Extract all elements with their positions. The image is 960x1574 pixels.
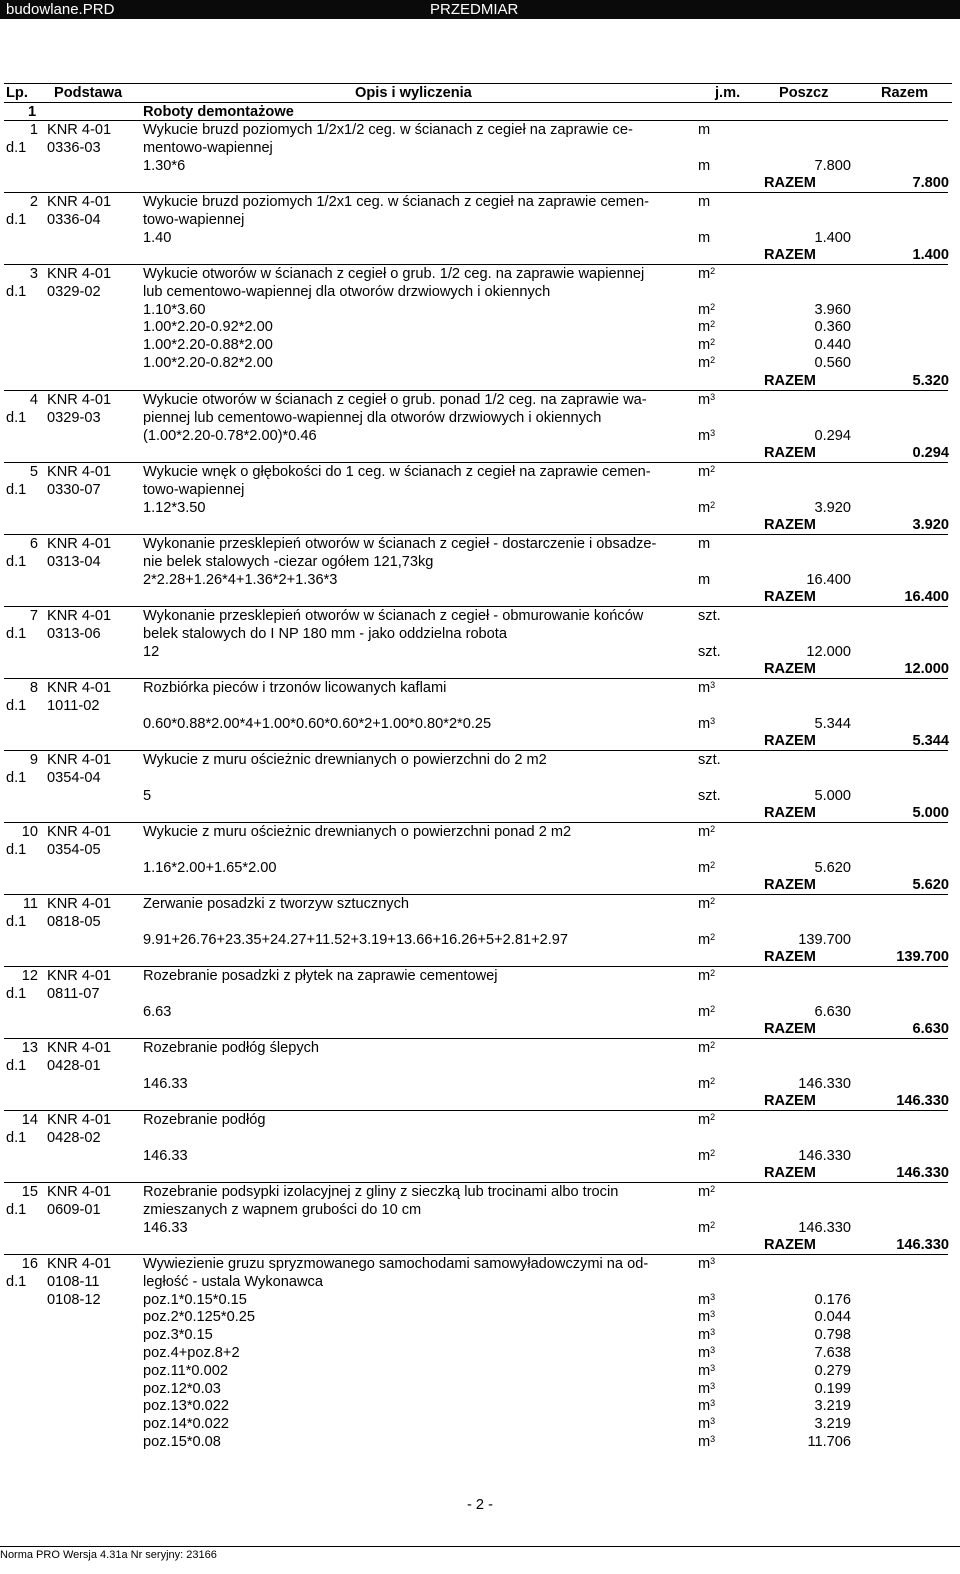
item-base: KNR 4-01	[47, 194, 112, 210]
calc-value: 3.960	[814, 301, 851, 318]
item-separator	[4, 1182, 948, 1183]
item-unit: $m^2$	[698, 1184, 716, 1200]
calc-value: 0.279	[814, 1362, 851, 1379]
col-podstawa: Podstawa	[54, 85, 123, 101]
calc-expression: 146.33	[143, 1075, 188, 1092]
calc-value: 0.199	[814, 1380, 851, 1397]
col-lp: Lp.	[6, 85, 28, 101]
razem-label: RAZEM	[764, 175, 816, 192]
item-unit: $m^3$	[698, 392, 716, 408]
item-base: KNR 4-01	[47, 122, 112, 138]
calc-value: 1.400	[814, 229, 851, 246]
razem-label: RAZEM	[764, 517, 816, 534]
item-unit: $m^3$	[698, 1256, 716, 1272]
calc-expression: 5	[143, 787, 152, 804]
item-d: d.1	[6, 1201, 27, 1218]
calc-value: 0.294	[814, 427, 851, 444]
item-unit: m	[698, 536, 711, 552]
item-description: Wykonanie przesklepień otworów w ścianach z cegieł - dostarczenie i obsadze-	[143, 536, 657, 552]
item-base: 0354-04	[47, 769, 101, 786]
item-separator	[4, 822, 948, 823]
item-unit: szt.	[698, 752, 721, 768]
razem-value: 0.294	[912, 445, 949, 462]
calc-value: 11.706	[807, 1434, 851, 1450]
item-description: belek stalowych do I NP 180 mm - jako oddzielna robota	[143, 625, 507, 642]
calc-expression: 6.63	[143, 1003, 172, 1020]
razem-value: 7.800	[912, 175, 949, 192]
razem-label: RAZEM	[764, 1093, 816, 1110]
calc-expression: 1.00*2.20-0.88*2.00	[143, 337, 273, 354]
calc-value: 139.700	[798, 931, 851, 948]
item-unit: m	[698, 122, 711, 138]
calc-expression: poz.12*0.03	[143, 1380, 221, 1397]
razem-label: RAZEM	[764, 949, 816, 966]
item-d: d.1	[6, 1057, 27, 1074]
razem-value: 5.320	[912, 372, 949, 389]
item-d: d.1	[6, 481, 27, 498]
razem-label: RAZEM	[764, 733, 816, 750]
calc-expression: poz.4+poz.8+2	[143, 1345, 240, 1361]
item-description: mentowo-wapiennej	[143, 139, 273, 156]
calc-value: 3.219	[814, 1398, 851, 1415]
item-base: 0108-12	[47, 1291, 101, 1308]
item-base: 0336-04	[47, 211, 101, 228]
col-poszcz: Poszcz	[779, 85, 829, 101]
col-razem: Razem	[881, 85, 929, 101]
item-description: zmieszanych z wapnem grubości do 10 cm	[143, 1201, 422, 1218]
item-number: 10	[21, 824, 38, 840]
item-number: 13	[21, 1040, 38, 1056]
item-separator	[4, 678, 948, 679]
item-separator	[4, 192, 948, 193]
item-number: 16	[21, 1256, 38, 1272]
item-base: 0329-03	[47, 409, 101, 426]
table-header	[6, 84, 950, 103]
item-description: lub cementowo-wapiennej dla otworów drzwiowych i okiennych	[143, 283, 551, 300]
item-separator	[4, 120, 948, 121]
razem-value: 16.400	[904, 589, 949, 606]
calc-expression: 2*2.28+1.26*4+1.36*2+1.36*3	[143, 571, 338, 588]
calc-value: 7.638	[814, 1345, 851, 1361]
calc-value: 0.360	[814, 319, 851, 336]
item-base: KNR 4-01	[47, 968, 112, 984]
calc-unit: m	[698, 157, 711, 174]
item-description: Wykucie z muru ościeżnic drewnianych o powierzchni ponad 2 m2	[143, 824, 572, 840]
item-description: Rozebranie podłóg	[143, 1112, 266, 1128]
item-number: 12	[21, 968, 38, 984]
calc-value: 5.000	[814, 787, 851, 804]
item-description: Rozebranie podsypki izolacyjnej z gliny z sieczką lub trocinami albo trocin	[143, 1184, 619, 1200]
item-base: KNR 4-01	[47, 464, 112, 480]
razem-value: 5.000	[912, 805, 949, 822]
razem-label: RAZEM	[764, 877, 816, 894]
razem-label: RAZEM	[764, 661, 816, 678]
item-base: 0329-02	[47, 283, 101, 300]
calc-unit: $m^3$	[698, 1291, 716, 1308]
razem-value: 5.620	[912, 877, 949, 894]
item-d: d.1	[6, 985, 27, 1002]
item-unit: $m^3$	[698, 680, 716, 696]
item-base: KNR 4-01	[47, 536, 112, 552]
calc-expression: 9.91+26.76+23.35+24.27+11.52+3.19+13.66+16.26+5+2.81+2.97	[143, 931, 568, 948]
item-description: Wykucie otworów w ścianach z cegieł o grub. 1/2 ceg. na zaprawie wapiennej	[143, 266, 645, 282]
calc-unit: $m^3$	[698, 1398, 716, 1415]
item-base: 0428-02	[47, 1129, 101, 1146]
item-base: KNR 4-01	[47, 1184, 112, 1200]
section-title: Roboty demontażowe	[143, 104, 294, 120]
item-base: KNR 4-01	[47, 824, 112, 840]
calc-expression: 1.00*2.20-0.82*2.00	[143, 355, 273, 371]
calc-unit: $m^3$	[698, 1416, 716, 1433]
item-base: 0313-06	[47, 625, 101, 642]
calc-value: 146.330	[798, 1219, 851, 1236]
item-number: 11	[22, 896, 38, 912]
item-d: d.1	[6, 841, 27, 858]
item-separator	[4, 462, 948, 463]
calc-value: 0.176	[814, 1291, 851, 1308]
calc-unit: $m^3$	[698, 1434, 716, 1450]
item-unit: $m^2$	[698, 896, 716, 912]
calc-expression: 12	[143, 643, 160, 660]
item-unit: $m^2$	[698, 464, 716, 480]
calc-unit: szt.	[698, 643, 721, 660]
item-number: 4	[29, 392, 38, 408]
item-unit: $m^2$	[698, 1040, 716, 1056]
item-d: d.1	[6, 553, 27, 570]
item-unit: $m^2$	[698, 968, 716, 984]
calc-unit: $m^2$	[698, 499, 716, 516]
calc-unit: $m^2$	[698, 859, 716, 876]
page-number: - 2 -	[467, 1497, 493, 1513]
item-description: Wywiezienie gruzu spryzmowanego samochodami samowyładowczymi na od-	[143, 1256, 649, 1272]
calc-expression: poz.1*0.15*0.15	[143, 1291, 247, 1308]
header-filename: budowlane.PRD	[6, 1, 115, 18]
calc-value: 3.219	[814, 1416, 851, 1433]
item-base: 0428-01	[47, 1057, 101, 1074]
section-number: 1	[28, 104, 37, 120]
item-d: d.1	[6, 409, 27, 426]
item-base: KNR 4-01	[47, 680, 112, 696]
item-d: d.1	[6, 769, 27, 786]
calc-expression: 146.33	[143, 1219, 188, 1236]
item-d: d.1	[6, 1129, 27, 1146]
item-base: KNR 4-01	[47, 752, 112, 768]
item-description: Rozebranie podłóg ślepych	[143, 1040, 320, 1056]
item-number: 1	[29, 122, 38, 138]
item-number: 5	[29, 464, 38, 480]
col-opis: Opis i wyliczenia	[355, 85, 472, 101]
calc-expression: poz.3*0.15	[143, 1327, 213, 1344]
item-description: ległość - ustala Wykonawca	[143, 1273, 323, 1290]
calc-unit: $m^2$	[698, 301, 716, 318]
item-base: KNR 4-01	[47, 266, 112, 282]
calc-value: 0.440	[814, 337, 851, 354]
razem-label: RAZEM	[764, 1021, 816, 1038]
calc-value: 0.560	[814, 355, 851, 371]
razem-label: RAZEM	[764, 372, 816, 389]
item-description: Wykucie wnęk o głębokości do 1 ceg. w ścianach z cegieł na zaprawie cemen-	[143, 464, 651, 480]
item-d: d.1	[6, 211, 27, 228]
calc-unit: $m^3$	[698, 427, 716, 444]
item-base: KNR 4-01	[47, 608, 112, 624]
item-base: 0354-05	[47, 841, 101, 858]
item-base: 0330-07	[47, 481, 101, 498]
calc-unit: $m^2$	[698, 1075, 716, 1092]
item-unit: $m^2$	[698, 824, 716, 840]
footer-text: Norma PRO Wersja 4.31a Nr seryjny: 23166	[0, 1549, 217, 1561]
item-number: 6	[29, 536, 38, 552]
calc-value: 0.044	[814, 1309, 851, 1326]
item-description: Rozbiórka pieców i trzonów licowanych kaflami	[143, 680, 447, 696]
razem-label: RAZEM	[764, 445, 816, 462]
item-description: Wykonanie przesklepień otworów w ścianach z cegieł - obmurowanie końców	[143, 608, 644, 624]
item-base: KNR 4-01	[47, 1040, 112, 1056]
calc-expression: 0.60*0.88*2.00*4+1.00*0.60*0.60*2+1.00*0.80*2*0.25	[143, 715, 492, 732]
item-unit: m	[698, 194, 711, 210]
item-base: 0336-03	[47, 139, 101, 156]
calc-unit: $m^3$	[698, 1380, 716, 1397]
calc-unit: m	[698, 571, 711, 588]
razem-value: 1.400	[912, 247, 949, 264]
calc-expression: 1.16*2.00+1.65*2.00	[143, 859, 277, 876]
item-description: towo-wapiennej	[143, 481, 245, 498]
razem-label: RAZEM	[764, 805, 816, 822]
item-d: d.1	[6, 625, 27, 642]
item-base: 0108-11	[47, 1273, 100, 1290]
item-number: 3	[29, 266, 38, 282]
calc-unit: $m^3$	[698, 715, 716, 732]
item-unit: $m^2$	[698, 266, 716, 282]
item-d: d.1	[6, 1273, 27, 1290]
calc-expression: 1.10*3.60	[143, 301, 206, 318]
calc-unit: $m^2$	[698, 355, 716, 371]
calc-unit: $m^2$	[698, 337, 716, 354]
calc-value: 7.800	[814, 157, 851, 174]
calc-value: 16.400	[806, 571, 851, 588]
item-number: 9	[29, 752, 38, 768]
calc-unit: $m^2$	[698, 1147, 716, 1164]
item-base: KNR 4-01	[47, 1256, 112, 1272]
razem-value: 6.630	[912, 1021, 949, 1038]
razem-value: 146.330	[896, 1093, 949, 1110]
calc-value: 5.620	[814, 859, 851, 876]
item-number: 2	[29, 194, 38, 210]
item-unit: szt.	[698, 608, 721, 624]
calc-value: 146.330	[798, 1075, 851, 1092]
item-unit: $m^2$	[698, 1112, 716, 1128]
item-d: d.1	[6, 283, 27, 300]
calc-unit: szt.	[698, 787, 721, 804]
calc-expression: poz.2*0.125*0.25	[143, 1309, 255, 1326]
item-description: towo-wapiennej	[143, 211, 245, 228]
razem-value: 139.700	[896, 949, 949, 966]
calc-expression: poz.14*0.022	[143, 1416, 230, 1433]
calc-expression: (1.00*2.20-0.78*2.00)*0.46	[143, 427, 317, 444]
item-description: Wykucie bruzd poziomych 1/2x1/2 ceg. w ścianach z cegieł na zaprawie ce-	[143, 122, 633, 138]
item-base: KNR 4-01	[47, 1112, 112, 1128]
item-separator	[4, 606, 948, 607]
calc-value: 0.798	[814, 1327, 851, 1344]
item-number: 7	[29, 608, 38, 624]
item-separator	[4, 750, 948, 751]
calc-unit: $m^2$	[698, 319, 716, 336]
calc-unit: $m^3$	[698, 1362, 716, 1379]
calc-value: 146.330	[798, 1147, 851, 1164]
calc-unit: $m^3$	[698, 1327, 716, 1344]
item-number: 14	[21, 1112, 38, 1128]
calc-value: 3.920	[814, 499, 851, 516]
calc-value: 12.000	[806, 643, 851, 660]
item-description: Zerwanie posadzki z tworzyw sztucznych	[143, 896, 410, 912]
calc-value: 6.630	[814, 1003, 851, 1020]
calc-expression: 1.00*2.20-0.92*2.00	[143, 319, 273, 336]
table-header-border	[4, 102, 952, 103]
item-separator	[4, 534, 948, 535]
item-d: d.1	[6, 913, 27, 930]
calc-expression: poz.11*0.002	[143, 1362, 228, 1379]
item-separator	[4, 1254, 948, 1255]
item-description: Wykucie z muru ościeżnic drewnianych o powierzchni do 2 m2	[143, 752, 547, 768]
item-number: 8	[29, 680, 38, 696]
calc-unit: $m^2$	[698, 1003, 716, 1020]
item-separator	[4, 390, 948, 391]
item-description: piennej lub cementowo-wapiennej dla otworów drzwiowych i okiennych	[143, 409, 602, 426]
item-base: 1011-02	[47, 697, 100, 714]
item-description: Wykucie otworów w ścianach z cegieł o grub. ponad 1/2 ceg. na zaprawie wa-	[143, 392, 647, 408]
calc-unit: $m^2$	[698, 931, 716, 948]
calc-unit: m	[698, 229, 711, 246]
item-number: 15	[21, 1184, 38, 1200]
calc-expression: poz.15*0.08	[143, 1434, 221, 1450]
calc-unit: $m^2$	[698, 1219, 716, 1236]
item-separator	[4, 1110, 948, 1111]
razem-label: RAZEM	[764, 589, 816, 606]
col-jm: j.m.	[715, 85, 741, 101]
item-d: d.1	[6, 139, 27, 156]
item-description: Rozebranie posadzki z płytek na zaprawie cementowej	[143, 968, 498, 984]
item-d: d.1	[6, 697, 27, 714]
calc-unit: $m^3$	[698, 1309, 716, 1326]
item-base: 0811-07	[47, 985, 100, 1002]
razem-label: RAZEM	[764, 247, 816, 264]
razem-value: 12.000	[904, 661, 949, 678]
item-description: nie belek stalowych -ciezar ogółem 121,73kg	[143, 553, 434, 570]
calc-unit: $m^3$	[698, 1345, 716, 1361]
calc-value: 5.344	[814, 715, 851, 732]
razem-value: 146.330	[896, 1237, 949, 1254]
item-description: Wykucie bruzd poziomych 1/2x1 ceg. w ścianach z cegieł na zaprawie cemen-	[143, 194, 650, 210]
item-separator	[4, 894, 948, 895]
razem-value: 5.344	[912, 733, 949, 750]
item-base: 0609-01	[47, 1201, 101, 1218]
item-separator	[4, 264, 948, 265]
item-separator	[4, 966, 948, 967]
header-title: PRZEDMIAR	[430, 1, 519, 18]
item-base: KNR 4-01	[47, 896, 112, 912]
item-base: KNR 4-01	[47, 392, 112, 408]
razem-value: 146.330	[896, 1165, 949, 1182]
item-base: 0313-04	[47, 553, 101, 570]
calc-expression: 146.33	[143, 1147, 188, 1164]
calc-expression: 1.40	[143, 229, 172, 246]
calc-expression: 1.12*3.50	[143, 499, 206, 516]
item-separator	[4, 1038, 948, 1039]
footer-rule	[0, 1546, 960, 1547]
razem-label: RAZEM	[764, 1165, 816, 1182]
calc-expression: poz.13*0.022	[143, 1398, 230, 1415]
item-base: 0818-05	[47, 913, 101, 930]
page-header	[0, 0, 960, 19]
razem-label: RAZEM	[764, 1237, 816, 1254]
razem-value: 3.920	[912, 517, 949, 534]
calc-expression: 1.30*6	[143, 157, 186, 174]
